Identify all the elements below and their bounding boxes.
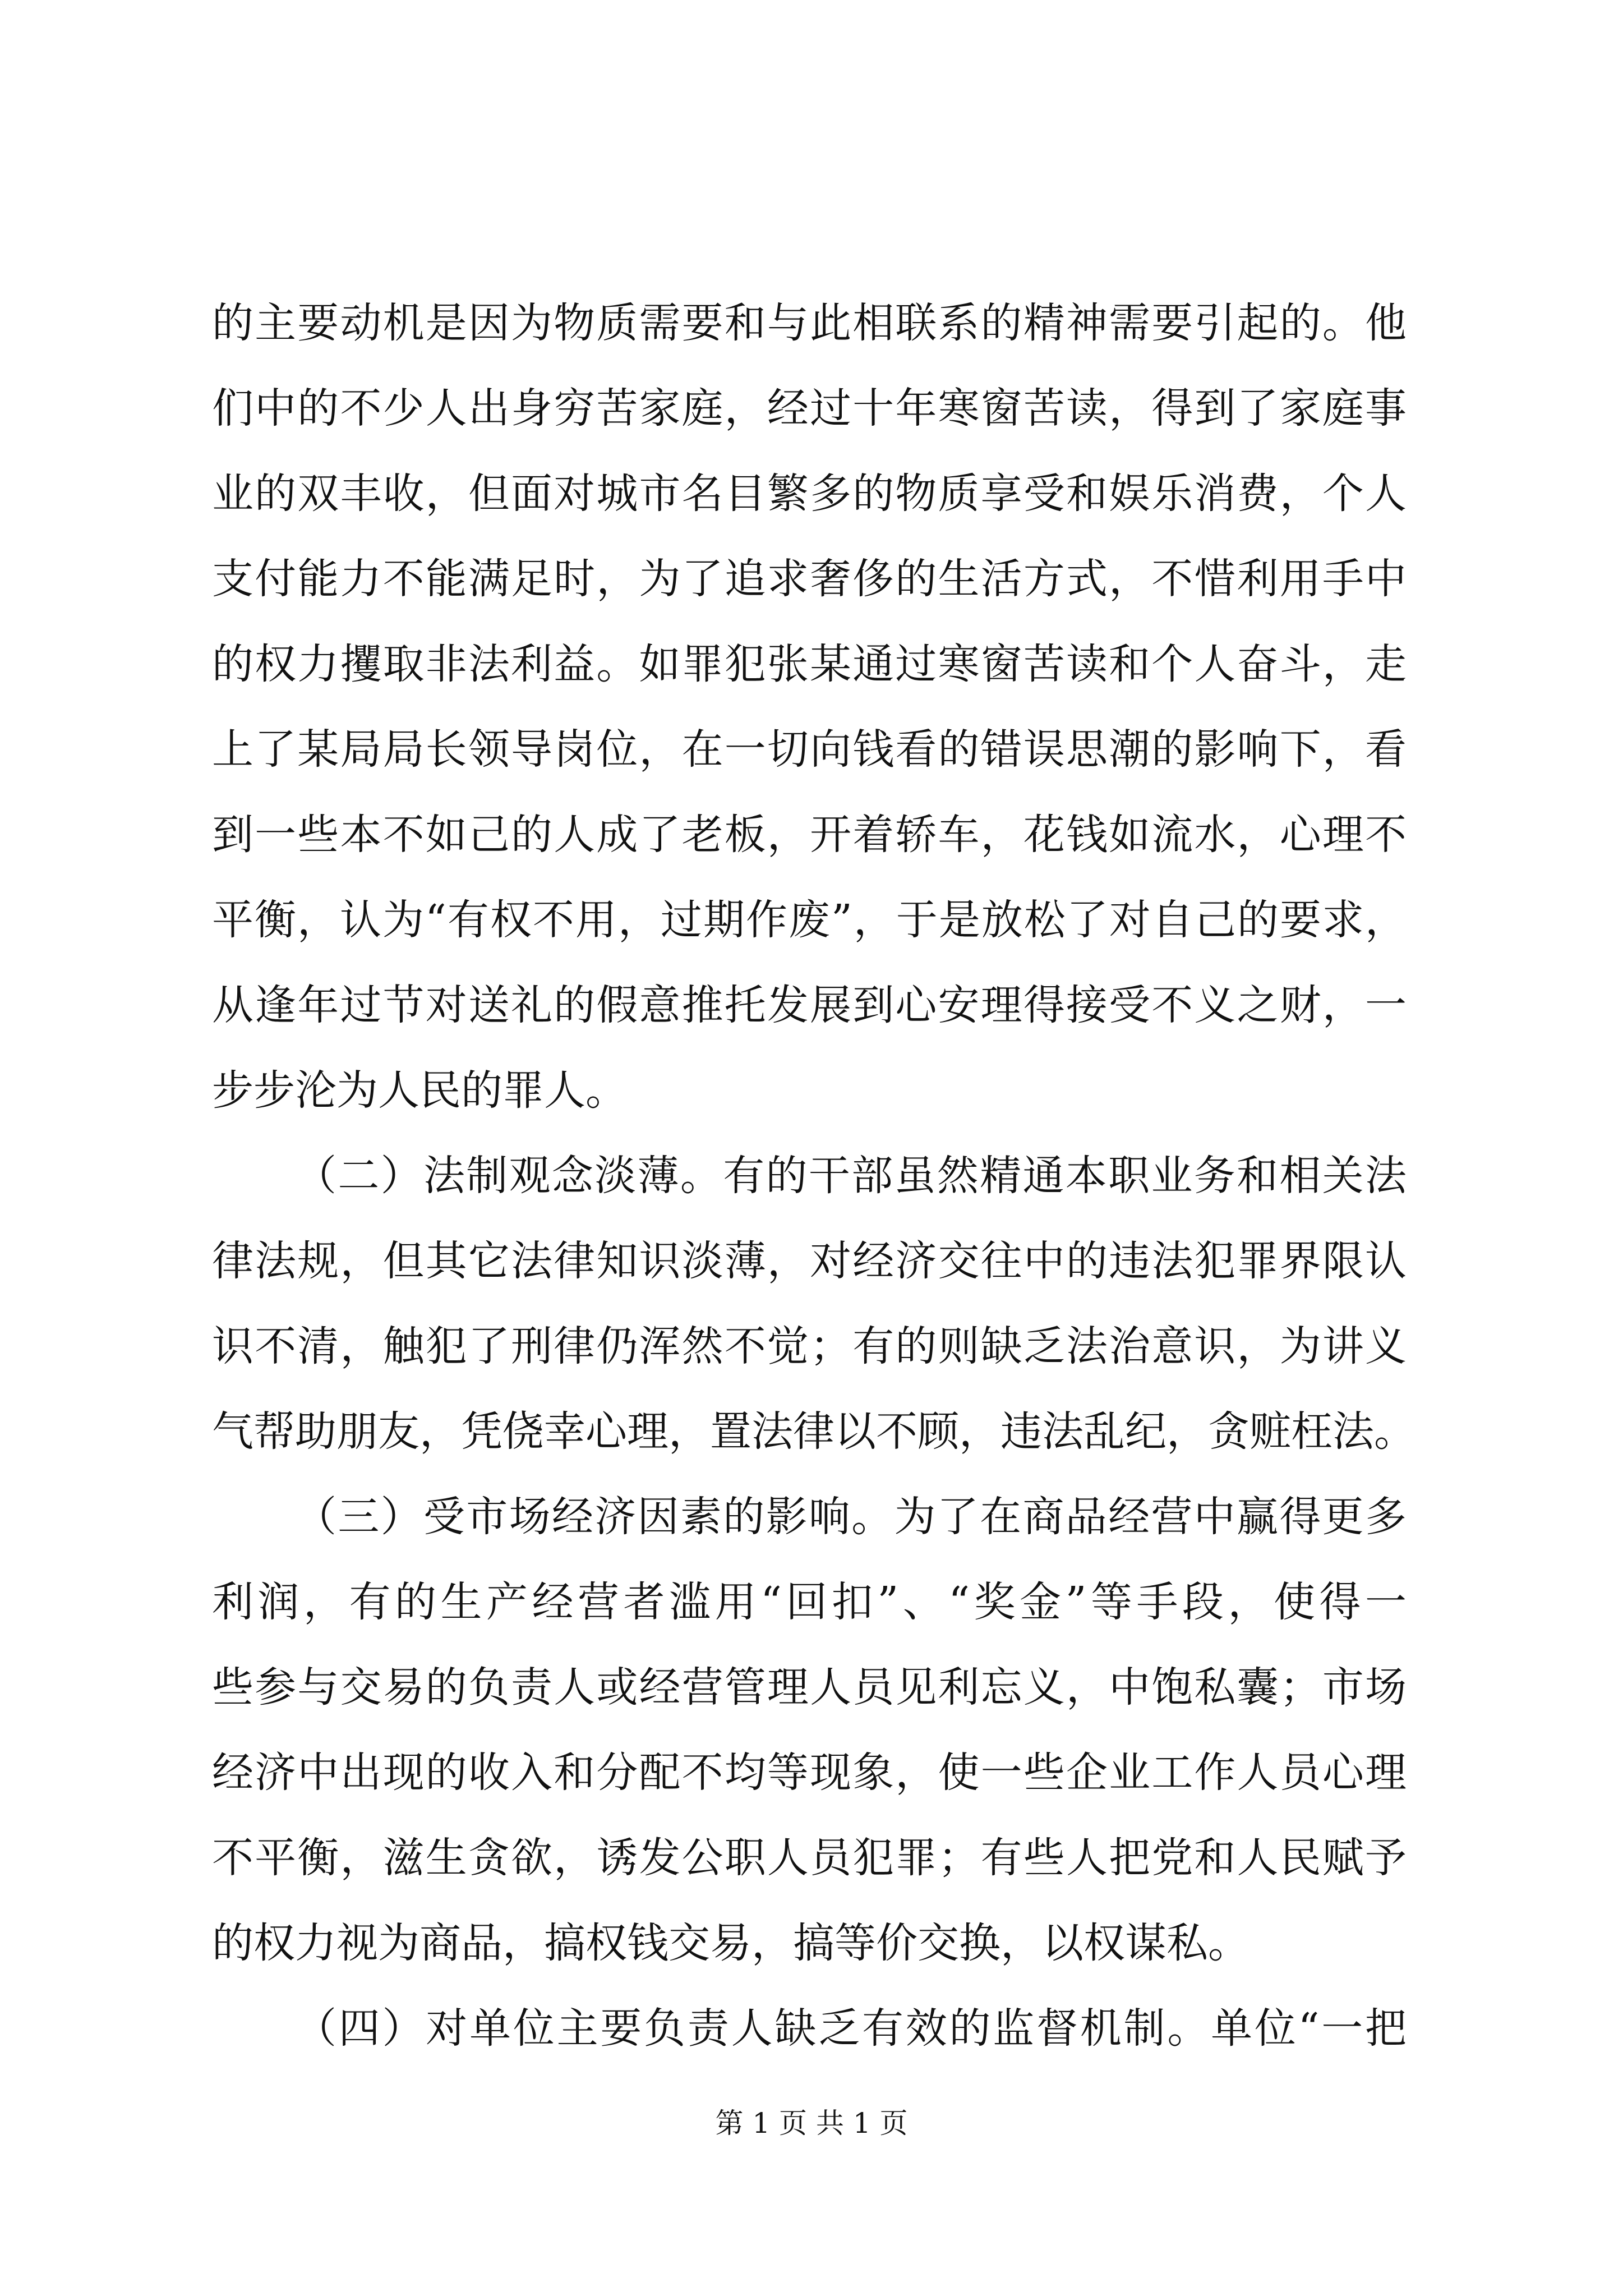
paragraph-4-line-1: （四）对单位主要负责人缺乏有效的监督机制。单位“一把 — [295, 2004, 1407, 2053]
paragraph-3-line-6: 的权力视为商品，搞权钱交易，搞等价交换，以权谋私。 — [212, 1919, 1249, 1967]
paragraph-2-line-3: 识不清，触犯了刑律仍浑然不觉；有的则缺乏法治意识，为讲义 — [212, 1322, 1407, 1370]
paragraph-2-line-4: 气帮助朋友，凭侥幸心理，置法律以不顾，违法乱纪，贪赃枉法。 — [212, 1407, 1415, 1456]
paragraph-1-line-5: 的权力攫取非法利益。如罪犯张某通过寒窗苦读和个人奋斗，走 — [212, 640, 1407, 688]
paragraph-3-line-1: （三）受市场经济因素的影响。为了在商品经营中赢得更多 — [295, 1493, 1407, 1541]
page-footer: 第 1 页 共 1 页 — [715, 2107, 908, 2139]
paragraph-1-line-1: 的主要动机是因为物质需要和与此相联系的精神需要引起的。他 — [212, 299, 1407, 347]
paragraph-1-line-8: 平衡，认为“有权不用，过期作废”，于是放松了对自己的要求， — [212, 896, 1407, 944]
paragraph-3-line-3: 些参与交易的负责人或经营管理人员见利忘义，中饱私囊；市场 — [212, 1663, 1407, 1711]
paragraph-1-line-7: 到一些本不如己的人成了老板，开着轿车，花钱如流水，心理不 — [212, 811, 1407, 859]
paragraph-1-line-6: 上了某局局长领导岗位，在一切向钱看的错误思潮的影响下，看 — [212, 725, 1407, 774]
paragraph-1-line-3: 业的双丰收，但面对城市名目繁多的物质享受和娱乐消费，个人 — [212, 470, 1407, 518]
paragraph-1-line-4: 支付能力不能满足时，为了追求奢侈的生活方式，不惜利用手中 — [212, 555, 1407, 603]
paragraph-2-line-2: 律法规，但其它法律知识淡薄，对经济交往中的违法犯罪界限认 — [212, 1237, 1407, 1285]
paragraph-3-line-4: 经济中出现的收入和分配不均等现象，使一些企业工作人员心理 — [212, 1749, 1407, 1797]
paragraph-1-line-2: 们中的不少人出身穷苦家庭，经过十年寒窗苦读，得到了家庭事 — [212, 384, 1407, 432]
paragraph-1-line-10: 步步沦为人民的罪人。 — [212, 1066, 627, 1115]
paragraph-3-line-2: 利润，有的生产经营者滥用“回扣”、“奖金”等手段，使得一 — [212, 1578, 1407, 1626]
paragraph-3-line-5: 不平衡，滋生贪欲，诱发公职人员犯罪；有些人把党和人民赋予 — [212, 1834, 1407, 1882]
paragraph-2-line-1: （二）法制观念淡薄。有的干部虽然精通本职业务和相关法 — [295, 1152, 1407, 1200]
paragraph-1-line-9: 从逢年过节对送礼的假意推托发展到心安理得接受不义之财，一 — [212, 981, 1407, 1029]
document-body — [212, 280, 1415, 2071]
